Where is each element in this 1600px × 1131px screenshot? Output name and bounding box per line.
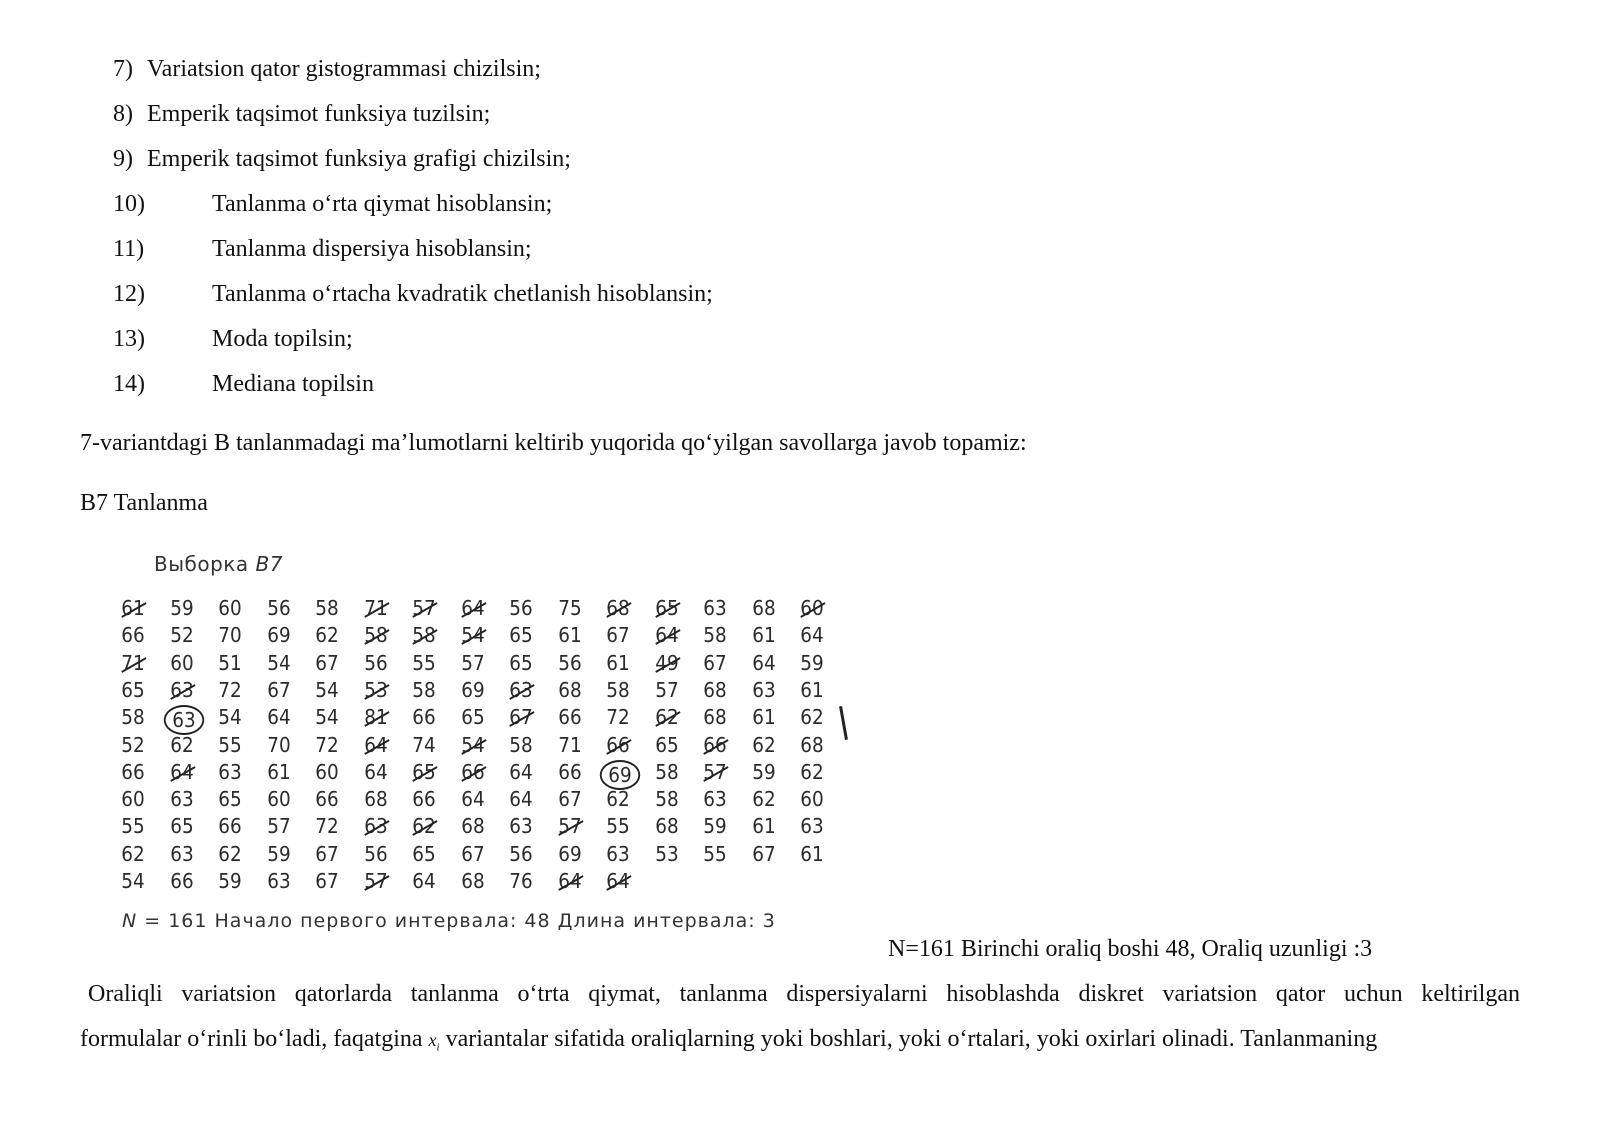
sample-value: 63 xyxy=(163,705,203,735)
paragraph-line-2-start: formulalar o‘rinli bo‘ladi, faqatgina xyxy=(80,1026,423,1052)
sample-value: 51 xyxy=(218,650,242,675)
sample-value: 81 xyxy=(357,705,394,729)
sample-value: 66 xyxy=(169,869,194,893)
list-item-number: 9) xyxy=(113,146,133,172)
sample-value: 68 xyxy=(460,869,485,893)
sample-value: 61 xyxy=(606,650,630,675)
list-item-text: Tanlanma o‘rta qiymat hisoblansin; xyxy=(212,191,553,217)
paragraph-line-1: Oraliqli variatsion qatorlarda tanlanma o‘trta qiymat, tanlanma dispersiyalarni hisoblashda diskret variatsion qator uchun keltirilgan xyxy=(88,981,1520,1007)
sample-value: 58 xyxy=(606,677,630,702)
scan-footer-text: = 161 Начало первого интервала: 48 Длина интервала: 3 xyxy=(137,910,776,932)
sample-value: 57 xyxy=(551,814,588,838)
sample-value: 62 xyxy=(406,814,443,838)
sample-value: 60 xyxy=(800,787,824,812)
sample-value: 62 xyxy=(218,841,242,866)
sample-value: 68 xyxy=(800,732,824,757)
list-item-text: Moda topilsin; xyxy=(212,326,353,352)
sample-value: 54 xyxy=(218,705,242,730)
sample-value: 66 xyxy=(600,733,637,757)
list-item-number: 11) xyxy=(113,236,145,262)
sample-value: 56 xyxy=(509,596,533,620)
scan-footer-n: N xyxy=(122,910,138,932)
sample-value: 59 xyxy=(751,759,776,784)
paragraph-line-2 xyxy=(80,1017,1520,1071)
sample-value: 65 xyxy=(648,596,685,620)
list-item-text: Tanlanma dispersiya hisoblansin; xyxy=(212,236,532,262)
sample-value: 63 xyxy=(503,678,540,702)
sample-value: 58 xyxy=(654,759,679,784)
sample-value: 61 xyxy=(751,814,776,839)
sample-value: 63 xyxy=(218,759,242,784)
sample-value: 68 xyxy=(557,677,582,702)
sample-value: 56 xyxy=(557,650,582,675)
summary-text: N=161 Birinchi oraliq boshi 48, Oraliq uzunligi :3 xyxy=(888,936,1373,962)
list-item-text: Emperik taqsimot funksiya tuzilsin; xyxy=(147,101,491,127)
sample-value: 56 xyxy=(266,596,291,620)
sample-value: 53 xyxy=(357,678,394,702)
sample-value: 68 xyxy=(751,596,776,620)
sample-value: 59 xyxy=(266,841,291,866)
sample-value: 70 xyxy=(218,623,242,648)
sample-value: 62 xyxy=(315,623,339,648)
sample-value: 59 xyxy=(800,650,824,675)
sample-value: 63 xyxy=(169,787,194,812)
sample-value: 54 xyxy=(454,733,491,757)
sample-value: 68 xyxy=(703,705,727,730)
sample-value: 64 xyxy=(751,650,776,675)
sample-value: 69 xyxy=(600,760,640,790)
sample-value: 75 xyxy=(557,596,582,620)
sample-value: 52 xyxy=(121,732,145,757)
sample-value: 56 xyxy=(363,841,388,866)
sample-value: 66 xyxy=(557,759,582,784)
sample-value: 66 xyxy=(454,760,491,784)
sample-value: 61 xyxy=(557,623,582,648)
sample-value: 52 xyxy=(169,623,194,648)
sample-value: 65 xyxy=(654,732,679,757)
sample-value: 54 xyxy=(121,869,145,893)
sample-value: 68 xyxy=(703,677,727,702)
sample-value: 67 xyxy=(315,650,339,675)
sample-value: 67 xyxy=(315,841,339,866)
sample-value: 58 xyxy=(121,705,145,730)
sample-value: 64 xyxy=(648,623,685,647)
sample-value: 67 xyxy=(606,623,630,648)
sample-value: 60 xyxy=(794,596,831,620)
sample-value: 65 xyxy=(412,841,436,866)
list-item-number: 13) xyxy=(113,326,145,352)
margin-tick-mark xyxy=(839,706,848,740)
sample-value: 68 xyxy=(654,814,679,839)
sample-value: 65 xyxy=(509,650,533,675)
sample-value: 72 xyxy=(315,732,339,757)
sample-value: 60 xyxy=(218,596,242,620)
sample-value: 59 xyxy=(169,596,194,620)
sample-value: 56 xyxy=(509,841,533,866)
sample-value: 61 xyxy=(115,596,152,620)
sample-value: 68 xyxy=(600,596,637,620)
sample-value: 55 xyxy=(121,814,145,839)
scanned-sample-table xyxy=(118,548,858,948)
sample-value: 74 xyxy=(412,732,436,757)
scan-footer xyxy=(122,910,776,932)
sample-value: 55 xyxy=(218,732,242,757)
sample-value: 67 xyxy=(503,705,540,729)
sample-value: 54 xyxy=(315,705,339,730)
sample-value: 67 xyxy=(557,787,582,812)
sample-value: 57 xyxy=(406,596,443,620)
sample-value: 58 xyxy=(703,623,727,648)
sample-value: 54 xyxy=(266,650,291,675)
sample-value: 76 xyxy=(509,869,533,893)
list-item-text: Mediana topilsin xyxy=(212,371,374,397)
sample-value: 65 xyxy=(460,705,485,730)
sample-value: 61 xyxy=(266,759,291,784)
xi-symbol xyxy=(428,1030,440,1054)
sample-value: 55 xyxy=(606,814,630,839)
sample-value: 69 xyxy=(557,841,582,866)
sample-value: 60 xyxy=(121,787,145,812)
sample-value: 63 xyxy=(266,869,291,893)
sample-value: 67 xyxy=(266,677,291,702)
sample-value: 64 xyxy=(412,869,436,893)
sample-value: 69 xyxy=(266,623,291,648)
sample-value: 72 xyxy=(315,814,339,839)
sample-value: 65 xyxy=(218,787,242,812)
sample-value: 57 xyxy=(357,869,394,893)
sample-value: 59 xyxy=(703,814,727,839)
sample-value: 49 xyxy=(648,651,685,675)
sample-value: 63 xyxy=(800,814,824,839)
sample-value: 62 xyxy=(800,705,824,730)
list-item-number: 7) xyxy=(113,56,133,82)
list-item-text: Tanlanma o‘rtacha kvadratik chetlanish hisoblansin; xyxy=(212,281,713,307)
list-item-number: 10) xyxy=(113,191,145,217)
sample-value: 64 xyxy=(363,759,388,784)
sample-value: 65 xyxy=(121,677,145,702)
sample-value: 62 xyxy=(169,732,194,757)
sample-value: 64 xyxy=(163,760,200,784)
sample-value: 56 xyxy=(363,650,388,675)
sample-value: 66 xyxy=(557,705,582,730)
sample-value: 60 xyxy=(266,787,291,812)
sample-value: 65 xyxy=(169,814,194,839)
sample-value: 62 xyxy=(606,787,630,812)
scan-title-variant: B7 xyxy=(255,552,283,576)
sample-value: 69 xyxy=(460,677,485,702)
sample-value: 62 xyxy=(751,732,776,757)
sample-value: 64 xyxy=(460,787,485,812)
sample-value: 71 xyxy=(557,732,582,757)
sample-value: 63 xyxy=(703,596,727,620)
sample-value: 68 xyxy=(460,814,485,839)
sample-value: 66 xyxy=(218,814,242,839)
sample-value: 67 xyxy=(703,650,727,675)
sample-value: 66 xyxy=(697,733,734,757)
sample-value: 68 xyxy=(363,787,388,812)
sample-value: 55 xyxy=(703,841,727,866)
sample-value: 60 xyxy=(315,759,339,784)
sample-value: 65 xyxy=(406,760,443,784)
sample-value: 64 xyxy=(454,596,491,620)
sample-value: 59 xyxy=(218,869,242,893)
sample-value: 60 xyxy=(169,650,194,675)
paragraph-line-2-end: variantalar sifatida oraliqlarning yoki boshlari, yoki o‘rtalari, yoki oxirlari olinadi. Tanlanmaning xyxy=(445,1026,1378,1052)
sample-value: 64 xyxy=(357,733,394,757)
sample-value: 57 xyxy=(460,650,485,675)
sample-value: 67 xyxy=(751,841,776,866)
sample-value: 64 xyxy=(509,759,533,784)
scan-title xyxy=(154,552,283,576)
sample-value: 71 xyxy=(115,651,152,675)
sample-value: 57 xyxy=(266,814,291,839)
scan-title-prefix: Выборка xyxy=(154,552,249,576)
sample-value: 66 xyxy=(412,787,436,812)
sample-value: 64 xyxy=(600,869,637,893)
sample-value: 57 xyxy=(697,760,734,784)
sample-value: 66 xyxy=(121,759,145,784)
xi-symbol-main: x xyxy=(428,1030,437,1050)
sample-value: 64 xyxy=(800,623,824,648)
list-item-text: Emperik taqsimot funksiya grafigi chizilsin; xyxy=(147,146,571,172)
sample-value: 58 xyxy=(412,677,436,702)
sample-value: 54 xyxy=(454,623,491,647)
sample-value: 58 xyxy=(654,787,679,812)
list-item-number: 8) xyxy=(113,101,133,127)
sample-value: 62 xyxy=(751,787,776,812)
sample-value: 61 xyxy=(800,841,824,866)
sample-value: 66 xyxy=(315,787,339,812)
sample-value: 63 xyxy=(357,814,394,838)
sample-value: 62 xyxy=(121,841,145,866)
sample-value: 70 xyxy=(266,732,291,757)
sample-value: 63 xyxy=(751,677,776,702)
sample-value: 66 xyxy=(121,623,145,648)
sample-value: 67 xyxy=(460,841,485,866)
sample-value: 61 xyxy=(800,677,824,702)
sample-value: 58 xyxy=(315,596,339,620)
sample-value: 62 xyxy=(648,705,685,729)
body-paragraph xyxy=(80,972,1520,1071)
sample-value: 55 xyxy=(412,650,436,675)
list-item-text: Variatsion qator gistogrammasi chizilsin; xyxy=(147,56,541,82)
list-item-number: 14) xyxy=(113,371,145,397)
sample-value: 72 xyxy=(218,677,242,702)
sample-value: 65 xyxy=(509,623,533,648)
sample-value: 64 xyxy=(551,869,588,893)
sample-value: 62 xyxy=(800,759,824,784)
sample-value: 57 xyxy=(654,677,679,702)
section-label: B7 Tanlanma xyxy=(80,490,208,516)
sample-value: 63 xyxy=(169,841,194,866)
sample-value: 64 xyxy=(266,705,291,730)
xi-symbol-sub: i xyxy=(436,1041,440,1054)
sample-value: 63 xyxy=(163,678,200,702)
sample-value: 53 xyxy=(654,841,679,866)
sample-value: 58 xyxy=(357,623,394,647)
sample-value: 58 xyxy=(406,623,443,647)
sample-value: 54 xyxy=(315,677,339,702)
sample-value: 71 xyxy=(357,596,394,620)
intro-text: 7-variantdagi B tanlanmadagi ma’lumotlarni keltirib yuqorida qo‘yilgan savollarga javob topamiz: xyxy=(80,430,1027,456)
sample-value: 58 xyxy=(509,732,533,757)
sample-value: 63 xyxy=(703,787,727,812)
sample-value: 63 xyxy=(606,841,630,866)
sample-value: 61 xyxy=(751,623,776,648)
sample-value: 64 xyxy=(509,787,533,812)
sample-value: 63 xyxy=(509,814,533,839)
sample-value: 66 xyxy=(412,705,436,730)
sample-value: 61 xyxy=(751,705,776,730)
list-item-number: 12) xyxy=(113,281,145,307)
sample-value: 67 xyxy=(315,869,339,893)
sample-value: 72 xyxy=(606,705,630,730)
